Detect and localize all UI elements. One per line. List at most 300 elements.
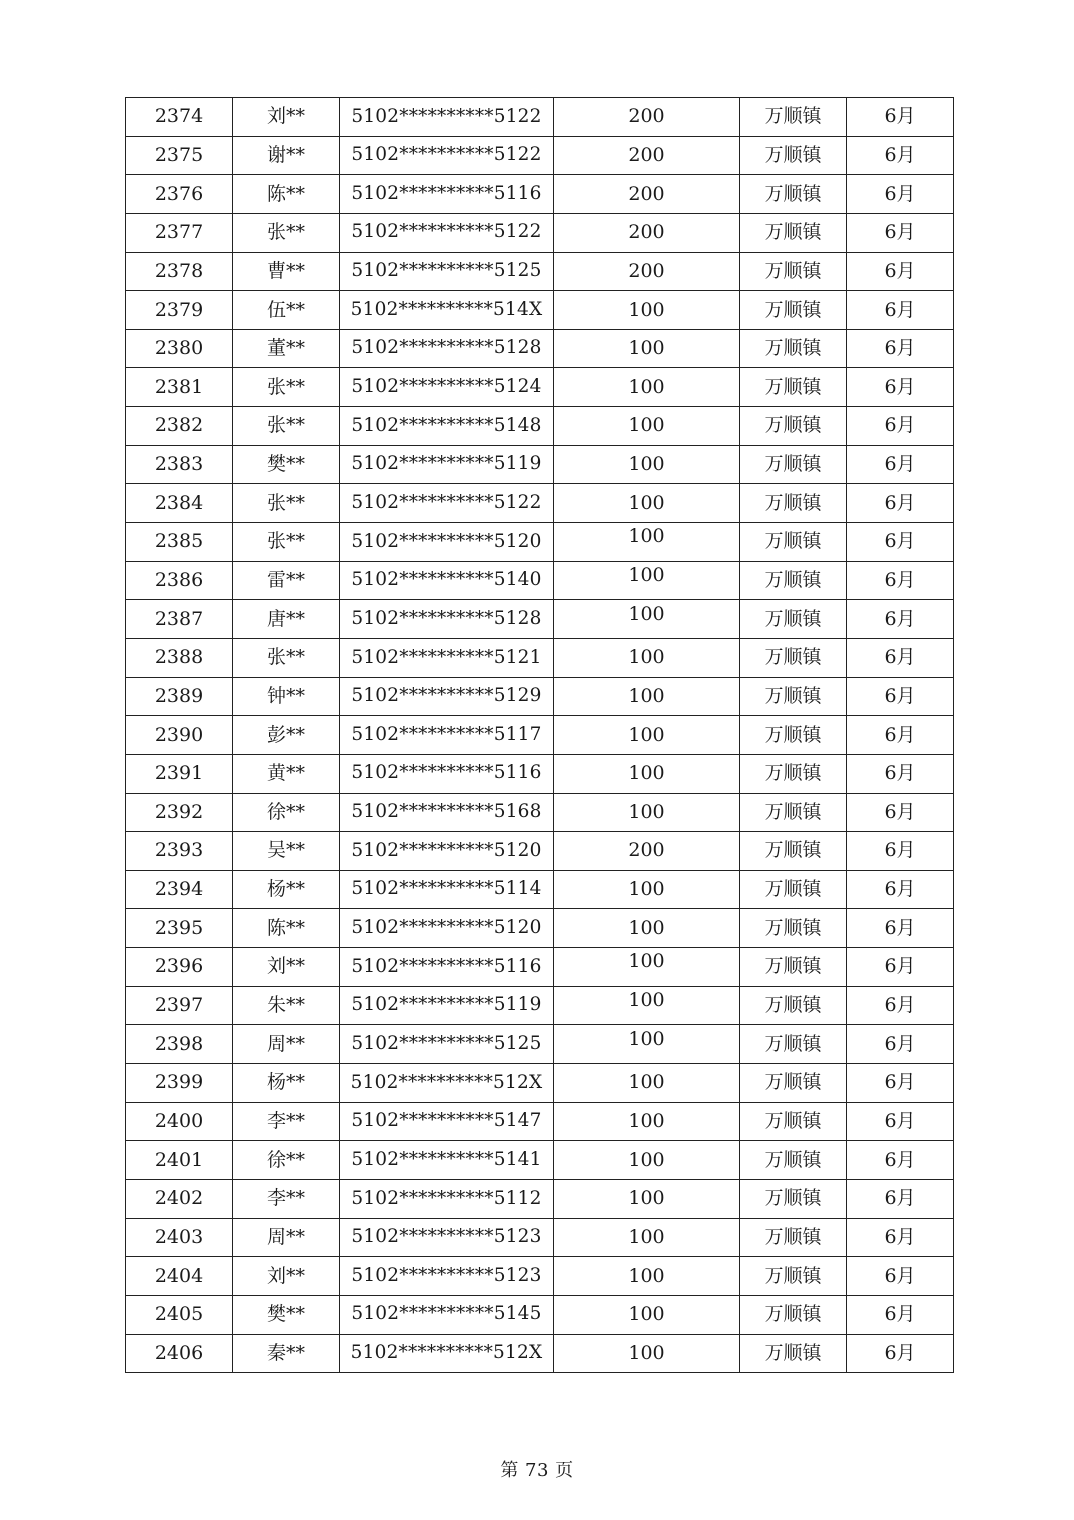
table-row bbox=[126, 368, 954, 407]
month-cell bbox=[847, 252, 954, 291]
amount-cell-text: 100 bbox=[628, 916, 665, 939]
id-card-cell-text: 5102**********5122 bbox=[351, 105, 542, 127]
serial-number-cell bbox=[126, 329, 233, 368]
town-cell bbox=[740, 832, 847, 871]
town-cell bbox=[740, 600, 847, 639]
name-cell-text: 唐** bbox=[266, 607, 305, 630]
town-cell bbox=[740, 716, 847, 755]
id-card-cell bbox=[340, 677, 554, 716]
serial-number-cell bbox=[126, 909, 233, 948]
month-cell bbox=[847, 754, 954, 793]
name-cell bbox=[233, 484, 340, 523]
name-cell bbox=[233, 445, 340, 484]
table-row bbox=[126, 213, 954, 252]
id-card-cell-text: 5102**********5129 bbox=[351, 685, 542, 707]
month-cell bbox=[847, 1102, 954, 1141]
month-cell-text: 6月 bbox=[884, 337, 916, 360]
name-cell bbox=[233, 252, 340, 291]
amount-cell bbox=[554, 1334, 740, 1373]
amount-cell bbox=[554, 754, 740, 793]
month-cell-text: 6月 bbox=[884, 1303, 916, 1326]
town-cell-text: 万顺镇 bbox=[764, 723, 822, 746]
month-cell-text: 6月 bbox=[884, 221, 916, 244]
id-card-cell-text: 5102**********512X bbox=[350, 1342, 543, 1364]
id-card-cell bbox=[340, 1064, 554, 1103]
serial-number-cell bbox=[126, 948, 233, 987]
table-row bbox=[126, 484, 954, 523]
id-card-cell bbox=[340, 1141, 554, 1180]
town-cell bbox=[740, 1102, 847, 1141]
serial-number-cell bbox=[126, 252, 233, 291]
month-cell-text: 6月 bbox=[884, 839, 916, 862]
town-cell-text: 万顺镇 bbox=[764, 337, 822, 360]
town-cell bbox=[740, 793, 847, 832]
town-cell bbox=[740, 407, 847, 446]
month-cell bbox=[847, 368, 954, 407]
town-cell bbox=[740, 175, 847, 214]
serial-number-cell-text: 2394 bbox=[154, 878, 204, 901]
serial-number-cell bbox=[126, 368, 233, 407]
town-cell bbox=[740, 291, 847, 330]
month-cell bbox=[847, 677, 954, 716]
name-cell-text: 刘** bbox=[266, 955, 305, 978]
amount-cell bbox=[554, 136, 740, 175]
month-cell-text: 6月 bbox=[884, 1264, 916, 1287]
town-cell bbox=[740, 445, 847, 484]
name-cell-text: 李** bbox=[266, 1109, 305, 1132]
name-cell bbox=[233, 600, 340, 639]
id-card-cell bbox=[340, 136, 554, 175]
serial-number-cell bbox=[126, 213, 233, 252]
month-cell-text: 6月 bbox=[884, 955, 916, 978]
amount-cell-text: 200 bbox=[628, 143, 665, 166]
name-cell bbox=[233, 561, 340, 600]
month-cell-text: 6月 bbox=[884, 298, 916, 321]
name-cell-text: 张** bbox=[266, 530, 305, 553]
month-cell-text: 6月 bbox=[884, 1187, 916, 1210]
amount-cell-text: 100 bbox=[628, 800, 665, 823]
serial-number-cell-text: 2389 bbox=[154, 684, 204, 707]
id-card-cell bbox=[340, 986, 554, 1025]
name-cell bbox=[233, 1334, 340, 1373]
name-cell bbox=[233, 677, 340, 716]
amount-cell bbox=[554, 1179, 740, 1218]
town-cell bbox=[740, 948, 847, 987]
id-card-cell bbox=[340, 638, 554, 677]
amount-cell bbox=[554, 832, 740, 871]
amount-cell-text: 200 bbox=[628, 105, 665, 128]
town-cell bbox=[740, 1064, 847, 1103]
serial-number-cell-text: 2384 bbox=[154, 491, 204, 514]
name-cell-text: 朱** bbox=[266, 994, 305, 1017]
name-cell bbox=[233, 793, 340, 832]
table-row bbox=[126, 909, 954, 948]
serial-number-cell-text: 2380 bbox=[154, 337, 204, 360]
month-cell bbox=[847, 1334, 954, 1373]
name-cell bbox=[233, 832, 340, 871]
town-cell bbox=[740, 1334, 847, 1373]
amount-cell bbox=[554, 1295, 740, 1334]
table-row bbox=[126, 1218, 954, 1257]
amount-cell bbox=[554, 600, 740, 639]
id-card-cell bbox=[340, 407, 554, 446]
month-cell bbox=[847, 716, 954, 755]
month-cell bbox=[847, 1025, 954, 1064]
amount-cell bbox=[554, 252, 740, 291]
month-cell-text: 6月 bbox=[884, 530, 916, 553]
month-cell-text: 6月 bbox=[884, 800, 916, 823]
id-card-cell-text: 5102**********5117 bbox=[351, 723, 542, 745]
town-cell-text: 万顺镇 bbox=[764, 916, 822, 939]
name-cell bbox=[233, 291, 340, 330]
month-cell-text: 6月 bbox=[884, 105, 916, 128]
name-cell-text: 董** bbox=[266, 337, 305, 360]
table-row bbox=[126, 1064, 954, 1103]
serial-number-cell bbox=[126, 1334, 233, 1373]
serial-number-cell-text: 2387 bbox=[154, 607, 204, 630]
amount-cell bbox=[554, 329, 740, 368]
id-card-cell bbox=[340, 1334, 554, 1373]
serial-number-cell bbox=[126, 986, 233, 1025]
name-cell-text: 黄** bbox=[266, 762, 305, 785]
name-cell-text: 李** bbox=[266, 1187, 305, 1210]
amount-cell bbox=[554, 716, 740, 755]
serial-number-cell-text: 2385 bbox=[154, 530, 204, 553]
name-cell-text: 陈** bbox=[266, 182, 305, 205]
id-card-cell-text: 5102**********5116 bbox=[351, 182, 542, 204]
town-cell-text: 万顺镇 bbox=[764, 569, 822, 591]
id-card-cell bbox=[340, 832, 554, 871]
town-cell-text: 万顺镇 bbox=[764, 878, 822, 901]
month-cell-text: 6月 bbox=[884, 994, 916, 1017]
town-cell-text: 万顺镇 bbox=[764, 800, 822, 823]
amount-cell-text: 100 bbox=[628, 1187, 665, 1210]
name-cell-text: 张** bbox=[266, 646, 305, 669]
amount-cell bbox=[554, 870, 740, 909]
id-card-cell bbox=[340, 948, 554, 987]
month-cell-text: 6月 bbox=[884, 143, 916, 166]
town-cell bbox=[740, 1179, 847, 1218]
serial-number-cell-text: 2375 bbox=[154, 143, 204, 166]
name-cell bbox=[233, 1179, 340, 1218]
town-cell-text: 万顺镇 bbox=[764, 1225, 822, 1248]
town-cell-text: 万顺镇 bbox=[764, 955, 822, 978]
id-card-cell-text: 5102**********5114 bbox=[351, 878, 542, 900]
amount-cell bbox=[554, 291, 740, 330]
amount-cell bbox=[554, 368, 740, 407]
amount-cell bbox=[554, 638, 740, 677]
amount-cell-text: 100 bbox=[628, 684, 665, 707]
town-cell bbox=[740, 1141, 847, 1180]
table-row bbox=[126, 638, 954, 677]
town-cell-text: 万顺镇 bbox=[764, 298, 822, 321]
name-cell-text: 徐** bbox=[266, 800, 305, 823]
month-cell bbox=[847, 1218, 954, 1257]
month-cell-text: 6月 bbox=[884, 723, 916, 746]
id-card-cell-text: 5102**********5119 bbox=[351, 994, 542, 1016]
amount-cell-text: 100 bbox=[628, 1225, 665, 1248]
table-row bbox=[126, 136, 954, 175]
month-cell bbox=[847, 1179, 954, 1218]
id-card-cell-text: 5102**********5148 bbox=[351, 414, 542, 436]
month-cell-text: 6月 bbox=[884, 1109, 916, 1132]
month-cell-text: 6月 bbox=[884, 607, 916, 630]
serial-number-cell bbox=[126, 716, 233, 755]
town-cell bbox=[740, 252, 847, 291]
month-cell bbox=[847, 638, 954, 677]
amount-cell bbox=[554, 909, 740, 948]
name-cell-text: 陈** bbox=[266, 916, 305, 939]
id-card-cell bbox=[340, 291, 554, 330]
town-cell bbox=[740, 561, 847, 600]
serial-number-cell-text: 2388 bbox=[154, 646, 204, 669]
amount-cell-text: 100 bbox=[628, 1071, 665, 1094]
town-cell bbox=[740, 1025, 847, 1064]
name-cell-text: 杨** bbox=[266, 878, 305, 901]
serial-number-cell bbox=[126, 1295, 233, 1334]
town-cell-text: 万顺镇 bbox=[764, 684, 822, 707]
town-cell-text: 万顺镇 bbox=[764, 839, 822, 862]
amount-cell-text: 100 bbox=[628, 989, 665, 1012]
table-row bbox=[126, 1257, 954, 1296]
month-cell bbox=[847, 329, 954, 368]
serial-number-cell-text: 2390 bbox=[154, 723, 204, 746]
serial-number-cell-text: 2400 bbox=[154, 1109, 204, 1132]
name-cell bbox=[233, 175, 340, 214]
month-cell-text: 6月 bbox=[884, 375, 916, 398]
id-card-cell bbox=[340, 561, 554, 600]
month-cell bbox=[847, 561, 954, 600]
town-cell bbox=[740, 870, 847, 909]
amount-cell-text: 200 bbox=[628, 259, 665, 282]
serial-number-cell bbox=[126, 523, 233, 562]
id-card-cell bbox=[340, 1218, 554, 1257]
town-cell bbox=[740, 98, 847, 137]
month-cell-text: 6月 bbox=[884, 259, 916, 282]
amount-cell-text: 100 bbox=[628, 950, 665, 973]
table-row bbox=[126, 1025, 954, 1064]
serial-number-cell-text: 2378 bbox=[154, 259, 204, 282]
id-card-cell-text: 5102**********5124 bbox=[351, 376, 542, 398]
serial-number-cell-text: 2393 bbox=[154, 839, 204, 862]
town-cell-text: 万顺镇 bbox=[764, 105, 822, 128]
serial-number-cell-text: 2396 bbox=[154, 955, 204, 978]
serial-number-cell-text: 2374 bbox=[154, 105, 204, 128]
id-card-cell-text: 5102**********5125 bbox=[351, 260, 542, 282]
id-card-cell bbox=[340, 716, 554, 755]
name-cell bbox=[233, 1102, 340, 1141]
amount-cell-text: 200 bbox=[628, 182, 665, 205]
table-row bbox=[126, 754, 954, 793]
id-card-cell bbox=[340, 1179, 554, 1218]
month-cell-text: 6月 bbox=[884, 646, 916, 669]
table-row bbox=[126, 98, 954, 137]
month-cell bbox=[847, 909, 954, 948]
id-card-cell bbox=[340, 368, 554, 407]
name-cell bbox=[233, 1295, 340, 1334]
town-cell-text: 万顺镇 bbox=[764, 530, 822, 553]
town-cell-text: 万顺镇 bbox=[764, 182, 822, 205]
serial-number-cell bbox=[126, 832, 233, 871]
name-cell bbox=[233, 948, 340, 987]
serial-number-cell-text: 2383 bbox=[154, 453, 204, 476]
month-cell bbox=[847, 445, 954, 484]
serial-number-cell-text: 2405 bbox=[154, 1303, 204, 1326]
id-card-cell-text: 5102**********5119 bbox=[351, 453, 542, 475]
month-cell-text: 6月 bbox=[884, 1225, 916, 1248]
id-card-cell bbox=[340, 523, 554, 562]
serial-number-cell bbox=[126, 677, 233, 716]
id-card-cell-text: 5102**********5145 bbox=[351, 1303, 542, 1325]
month-cell-text: 6月 bbox=[884, 569, 916, 591]
amount-cell bbox=[554, 407, 740, 446]
town-cell-text: 万顺镇 bbox=[764, 762, 822, 785]
amount-cell-text: 100 bbox=[628, 1148, 665, 1171]
id-card-cell-text: 5102**********5116 bbox=[351, 955, 542, 977]
id-card-cell bbox=[340, 98, 554, 137]
serial-number-cell-text: 2404 bbox=[154, 1264, 204, 1287]
month-cell bbox=[847, 291, 954, 330]
amount-cell bbox=[554, 948, 740, 987]
amount-cell bbox=[554, 213, 740, 252]
town-cell-text: 万顺镇 bbox=[764, 414, 822, 437]
id-card-cell bbox=[340, 213, 554, 252]
month-cell-text: 6月 bbox=[884, 1341, 916, 1364]
serial-number-cell bbox=[126, 870, 233, 909]
month-cell-text: 6月 bbox=[884, 414, 916, 437]
serial-number-cell bbox=[126, 407, 233, 446]
id-card-cell-text: 5102**********5120 bbox=[351, 839, 542, 861]
serial-number-cell bbox=[126, 136, 233, 175]
serial-number-cell bbox=[126, 561, 233, 600]
month-cell-text: 6月 bbox=[884, 684, 916, 707]
amount-cell-text: 100 bbox=[628, 1341, 665, 1364]
id-card-cell-text: 5102**********5122 bbox=[351, 221, 542, 243]
amount-cell-text: 100 bbox=[628, 1109, 665, 1132]
name-cell bbox=[233, 754, 340, 793]
id-card-cell bbox=[340, 1295, 554, 1334]
serial-number-cell-text: 2379 bbox=[154, 298, 204, 321]
name-cell-text: 秦** bbox=[266, 1341, 305, 1364]
name-cell-text: 周** bbox=[266, 1032, 305, 1055]
town-cell-text: 万顺镇 bbox=[764, 221, 822, 244]
id-card-cell bbox=[340, 793, 554, 832]
name-cell bbox=[233, 523, 340, 562]
amount-cell-text: 100 bbox=[628, 564, 665, 586]
month-cell bbox=[847, 213, 954, 252]
serial-number-cell-text: 2382 bbox=[154, 414, 204, 437]
town-cell-text: 万顺镇 bbox=[764, 994, 822, 1017]
amount-cell bbox=[554, 1141, 740, 1180]
name-cell-text: 吴** bbox=[266, 839, 305, 862]
amount-cell-text: 100 bbox=[628, 491, 665, 514]
serial-number-cell-text: 2376 bbox=[154, 182, 204, 205]
name-cell-text: 张** bbox=[266, 221, 305, 244]
amount-cell-text: 100 bbox=[628, 298, 665, 321]
name-cell-text: 杨** bbox=[266, 1071, 305, 1094]
month-cell bbox=[847, 523, 954, 562]
serial-number-cell-text: 2377 bbox=[154, 221, 204, 244]
town-cell-text: 万顺镇 bbox=[764, 1071, 822, 1094]
name-cell-text: 钟** bbox=[266, 684, 305, 707]
serial-number-cell bbox=[126, 1257, 233, 1296]
month-cell-text: 6月 bbox=[884, 453, 916, 476]
serial-number-cell-text: 2391 bbox=[154, 762, 204, 785]
name-cell-text: 彭** bbox=[266, 723, 305, 746]
month-cell bbox=[847, 484, 954, 523]
name-cell-text: 周** bbox=[266, 1225, 305, 1248]
serial-number-cell-text: 2406 bbox=[154, 1341, 204, 1364]
amount-cell bbox=[554, 1064, 740, 1103]
amount-cell bbox=[554, 1218, 740, 1257]
table-row bbox=[126, 1102, 954, 1141]
table-row bbox=[126, 445, 954, 484]
month-cell bbox=[847, 600, 954, 639]
table-row bbox=[126, 329, 954, 368]
name-cell bbox=[233, 329, 340, 368]
table-row bbox=[126, 291, 954, 330]
name-cell-text: 张** bbox=[266, 414, 305, 437]
id-card-cell bbox=[340, 1025, 554, 1064]
serial-number-cell bbox=[126, 1025, 233, 1064]
town-cell bbox=[740, 754, 847, 793]
amount-cell-text: 100 bbox=[628, 1264, 665, 1287]
town-cell bbox=[740, 523, 847, 562]
serial-number-cell-text: 2381 bbox=[154, 375, 204, 398]
id-card-cell-text: 5102**********5112 bbox=[351, 1187, 542, 1209]
name-cell bbox=[233, 909, 340, 948]
serial-number-cell bbox=[126, 793, 233, 832]
id-card-cell bbox=[340, 870, 554, 909]
id-card-cell bbox=[340, 600, 554, 639]
town-cell-text: 万顺镇 bbox=[764, 375, 822, 398]
month-cell-text: 6月 bbox=[884, 491, 916, 514]
town-cell-text: 万顺镇 bbox=[764, 607, 822, 630]
table-row bbox=[126, 832, 954, 871]
name-cell bbox=[233, 407, 340, 446]
town-cell bbox=[740, 136, 847, 175]
town-cell-text: 万顺镇 bbox=[764, 491, 822, 514]
amount-cell-text: 100 bbox=[628, 375, 665, 398]
town-cell-text: 万顺镇 bbox=[764, 143, 822, 166]
month-cell-text: 6月 bbox=[884, 1071, 916, 1094]
name-cell bbox=[233, 1064, 340, 1103]
name-cell-text: 曹** bbox=[266, 259, 305, 282]
month-cell-text: 6月 bbox=[884, 762, 916, 785]
id-card-cell-text: 5102**********5140 bbox=[351, 569, 542, 591]
amount-cell bbox=[554, 1102, 740, 1141]
town-cell bbox=[740, 1295, 847, 1334]
table-row bbox=[126, 1334, 954, 1373]
name-cell bbox=[233, 870, 340, 909]
amount-cell-text: 100 bbox=[628, 723, 665, 746]
id-card-cell-text: 5102**********5123 bbox=[351, 1226, 542, 1248]
serial-number-cell bbox=[126, 484, 233, 523]
name-cell bbox=[233, 213, 340, 252]
amount-cell bbox=[554, 523, 740, 562]
serial-number-cell bbox=[126, 754, 233, 793]
id-card-cell bbox=[340, 329, 554, 368]
id-card-cell-text: 5102**********5123 bbox=[351, 1264, 542, 1286]
id-card-cell-text: 5102**********5147 bbox=[351, 1110, 542, 1132]
id-card-cell-text: 5102**********5122 bbox=[351, 491, 542, 513]
name-cell-text: 樊** bbox=[266, 453, 305, 476]
month-cell-text: 6月 bbox=[884, 182, 916, 205]
amount-cell bbox=[554, 98, 740, 137]
name-cell-text: 伍** bbox=[266, 298, 305, 321]
serial-number-cell-text: 2397 bbox=[154, 994, 204, 1017]
serial-number-cell-text: 2395 bbox=[154, 916, 204, 939]
